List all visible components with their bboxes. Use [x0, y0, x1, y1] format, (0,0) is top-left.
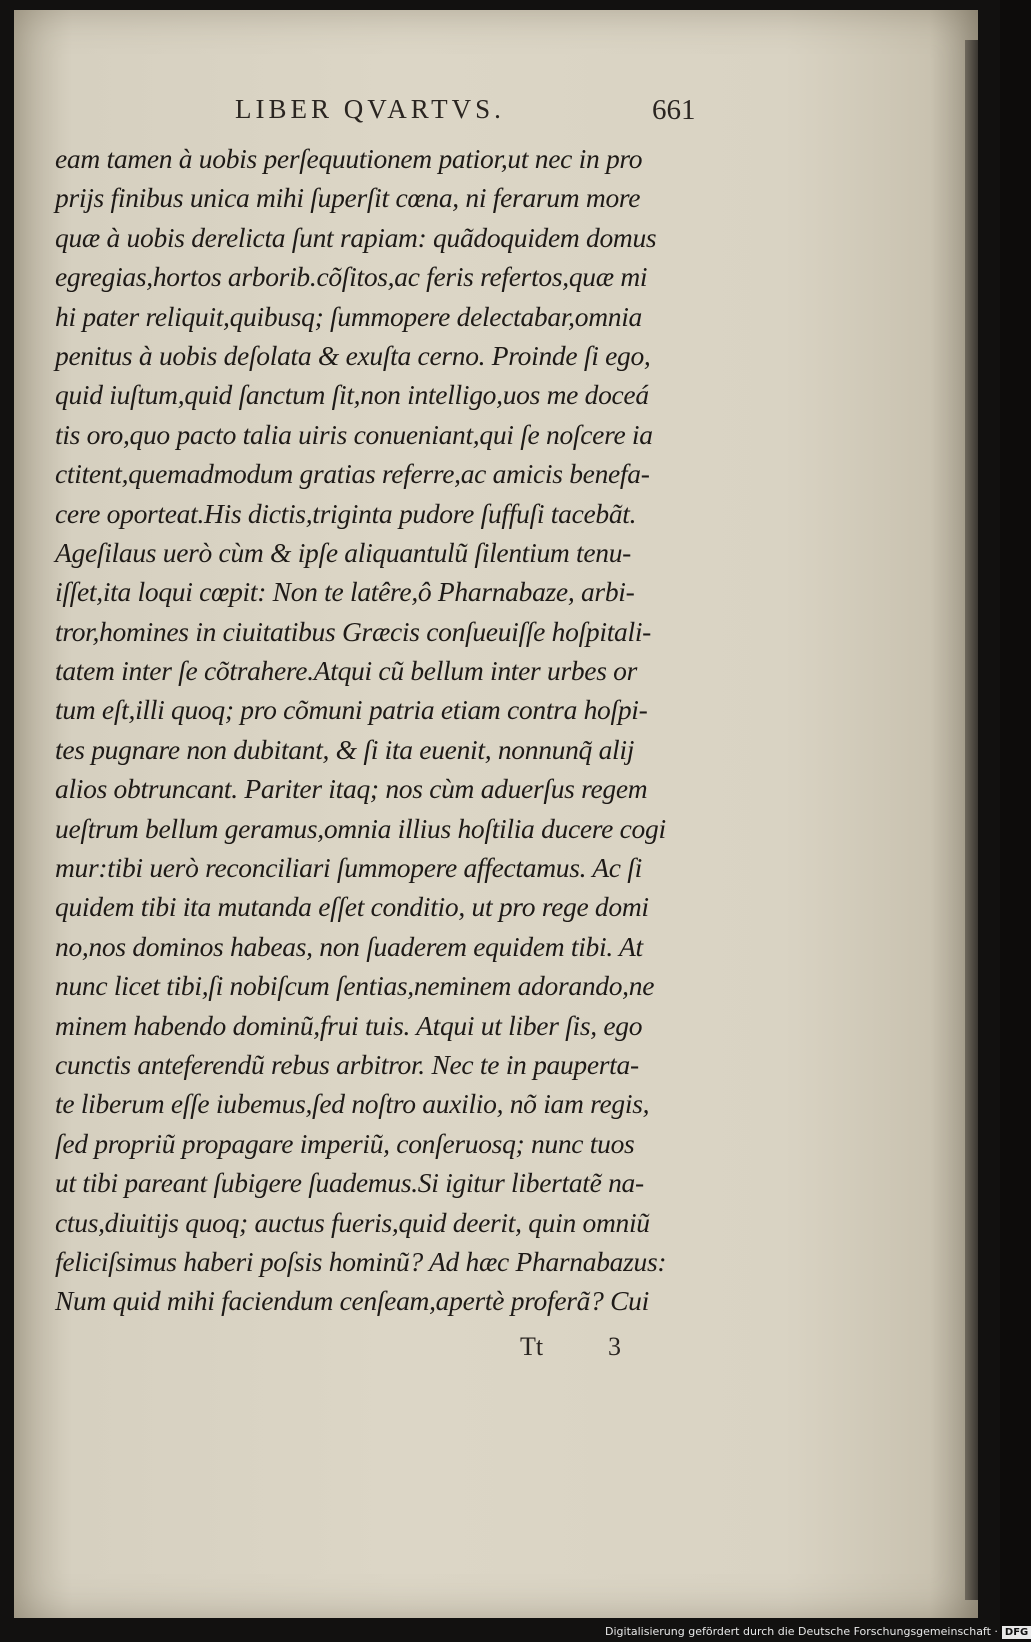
text-line: quæ à uobis derelicta ſunt rapiam: quãdoquidem domus: [55, 221, 657, 253]
text-line: Ageſilaus uerò cùm & ipſe aliquantulũ ſilentium tenu-: [55, 536, 632, 568]
text-line: tror,homines in ciuitatibus Græcis conſueuiſſe hoſpitali-: [55, 615, 652, 647]
text-line: quid iuſtum,quid ſanctum ſit,non intelligo,uos me doceá: [55, 379, 649, 411]
text-line: nunc licet tibi,ſi nobiſcum ſentias,neminem adorando,ne: [55, 970, 655, 1002]
text-line: tes pugnare non dubitant, & ſi ita euenit, nonnunq̃ alij: [55, 733, 635, 765]
text-line: ut tibi pareant ſubigere ſuademus.Si igitur libertatẽ na-: [55, 1167, 644, 1199]
text-line: tum eſt,illi quoq; pro cõmuni patria etiam contra hoſpi-: [55, 694, 648, 726]
signature-letters: Tt: [520, 1332, 544, 1361]
signature-number: 3: [608, 1332, 621, 1361]
text-line: ueſtrum bellum geramus,omnia illius hoſtilia ducere cogi: [55, 812, 666, 844]
dfg-logo: DFG: [1002, 1626, 1031, 1639]
page-number: 661: [652, 94, 696, 126]
text-line: tatem inter ſe cõtrahere.Atqui cũ bellum inter urbes or: [55, 655, 638, 687]
text-line: ctus,diuitijs quoq; auctus fueris,quid deerit, quin omniũ: [55, 1206, 650, 1238]
text-line: egregias,hortos arborib.cõſitos,ac feris refertos,quæ mi: [55, 261, 648, 293]
text-line: prijs finibus unica mihi ſuperſit cœna, ni ferarum more: [55, 182, 641, 214]
text-line: minem habendo dominũ,frui tuis. Atqui ut liber ſis, ego: [55, 1009, 643, 1041]
text-line: ſed propriũ propagare imperiũ, conſeruosq; nunc tuos: [55, 1127, 635, 1159]
text-line: eam tamen à uobis perſequutionem patior,ut nec in pro: [55, 143, 643, 174]
text-line: quidem tibi ita mutanda eſſet conditio, ut pro rege domi: [55, 891, 649, 923]
funding-footer: [605, 1624, 1031, 1640]
signature-mark: [0, 1332, 1000, 1372]
running-head: [0, 94, 1000, 134]
running-title: LIBER QVARTVS.: [235, 94, 505, 124]
text-line: feliciſsimus haberi poſsis hominũ? Ad hæc Pharnabazus:: [55, 1245, 667, 1277]
text-line: hi pater reliquit,quibusq; ſummopere delectabar,omnia: [55, 300, 642, 332]
text-line: Num quid mihi faciendum cenſeam,apertè proferã? Cui: [55, 1285, 649, 1317]
text-line: te liberum eſſe iubemus,ſed noſtro auxilio, nõ iam regis,: [55, 1088, 650, 1120]
text-line: iſſet,ita loqui cœpit: Non te latêre,ô Pharnabaze, arbi-: [55, 576, 635, 608]
text-line: cere oporteat.His dictis,triginta pudore ſuffuſi tacebãt.: [55, 497, 637, 529]
text-line: ctitent,quemadmodum gratias referre,ac amicis benefa-: [55, 458, 650, 490]
text-line: mur:tibi uerò reconciliari ſummopere affectamus. Ac ſi: [55, 852, 642, 884]
text-line: cunctis anteferendũ rebus arbitror. Nec te in pauperta-: [55, 1048, 639, 1080]
text-line: alios obtruncant. Pariter itaq; nos cùm aduerſus regem: [55, 773, 648, 805]
funding-text: Digitalisierung gefördert durch die Deutsche Forschungsgemeinschaft ·: [605, 1625, 998, 1638]
text-line: penitus à uobis deſolata & exuſta cerno. Proinde ſi ego,: [55, 339, 651, 371]
text-line: no,nos dominos habeas, non ſuaderem equidem tibi. At: [55, 930, 643, 962]
text-line: tis oro,quo pacto talia uiris conueniant,qui ſe noſcere ia: [55, 418, 653, 450]
body-text: [55, 139, 715, 1321]
